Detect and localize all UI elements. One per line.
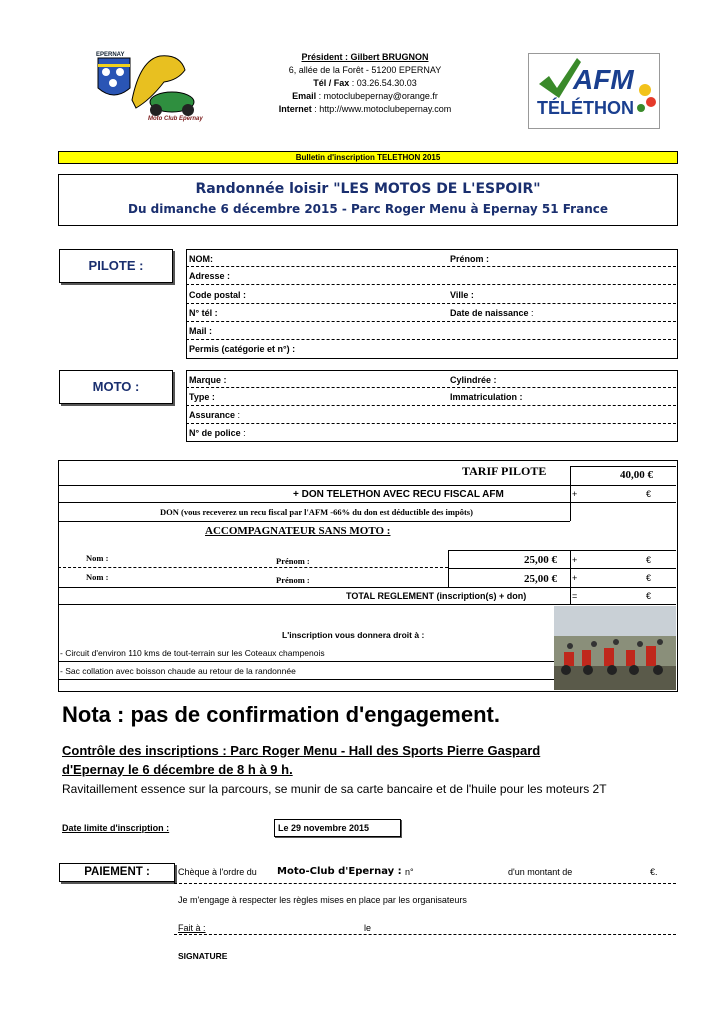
event-subtitle: Du dimanche 6 décembre 2015 - Parc Roger Menu à Epernay 51 France [127,202,608,216]
moto-immat-field[interactable]: Immatriculation : [450,392,523,402]
phone-line: Tél / Fax : 03.26.54.30.03 [313,78,417,88]
ravitaillement-text: Ravitaillement essence sur la parcours, se munir de sa carte bancaire et de l'huile pour les moteurs 2T [62,782,607,796]
accomp-1-euro[interactable]: € [646,555,652,565]
accomp-1-nom[interactable]: Nom : [86,553,109,563]
date-limite-value: Le 29 novembre 2015 [274,819,401,837]
moto-label: MOTO : [59,370,173,404]
accomp-1-prenom[interactable]: Prénom : [276,556,310,566]
header-contact [240,51,490,116]
don-label: + DON TELETHON AVEC RECU FISCAL AFM [293,489,504,500]
pilote-adresse-field[interactable]: Adresse : [189,271,231,281]
total-equals: = [572,591,578,601]
club-logo [90,50,205,130]
pilote-label: PILOTE : [59,249,173,283]
date-limite-label: Date limite d'inscription : [62,823,170,833]
paiement-label: PAIEMENT : [59,863,175,882]
accomp-2-plus: + [572,573,578,583]
moto-fields [186,370,678,442]
tarif-pilote-value: 40,00 € [620,469,653,481]
accomp-1-value: 25,00 € [524,554,557,566]
riders-photo [554,606,676,690]
pilote-naissance-field[interactable]: Date de naissance : [450,308,534,318]
total-label: TOTAL REGLEMENT (inscription(s) + don) [346,591,527,601]
droit-item-2: - Sac collation avec boisson chaude au retour de la randonnée [60,666,296,676]
accomp-1-plus: + [572,555,578,565]
email-line: Email : motoclubepernay@orange.fr [292,91,438,101]
telethon-text: TÉLÉTHON [537,98,634,118]
afm-telethon-logo [528,53,660,129]
afm-text: AFM [573,64,634,95]
controle-line-2: d'Epernay le 6 décembre de 8 h à 9 h. [62,762,293,777]
moto-cylindree-field[interactable]: Cylindrée : [450,375,497,385]
pilote-mail-field[interactable]: Mail : [189,326,213,336]
bulletin-banner: Bulletin d'inscription TELETHON 2015 [58,151,678,164]
don-note: DON (vous receverez un recu fiscal par l'AFM -66% du don est déductible des impôts) [160,507,473,517]
paiement-club: Moto-Club d'Epernay : [277,866,402,877]
signature-label: SIGNATURE [178,951,228,961]
accomp-2-nom[interactable]: Nom : [86,572,109,582]
paiement-numero[interactable]: n° [405,867,414,877]
pilote-nom-field[interactable]: NOM: [189,254,213,264]
paiement-euro: €. [650,867,658,877]
pilote-code-postal-field[interactable]: Code postal : [189,290,247,300]
don-euro[interactable]: € [646,489,652,499]
fait-a-field[interactable]: Fait à : [178,923,206,933]
event-title: Randonnée loisir "LES MOTOS DE L'ESPOIR" [195,181,541,197]
club-logo-caption: Moto Club Epernay [148,116,203,122]
internet-line: Internet : http://www.motoclubepernay.com [278,104,452,114]
moto-type-field[interactable]: Type : [189,392,215,402]
droit-item-1: - Circuit d'environ 110 kms de tout-terrain sur les Coteaux champenois [60,648,325,658]
address: 6, allée de la Forêt - 51200 EPERNAY [288,65,442,75]
le-field[interactable]: le [364,923,372,933]
paiement-montant[interactable]: d'un montant de [508,867,573,877]
pilote-ville-field[interactable]: Ville : [450,290,474,300]
total-euro[interactable]: € [646,591,652,601]
accomp-2-value: 25,00 € [524,573,557,585]
president: Président : Gilbert BRUGNON [301,52,429,62]
moto-police-field[interactable]: N° de police : [189,428,246,438]
pilote-tel-field[interactable]: N° tél : [189,308,218,318]
accomp-2-prenom[interactable]: Prénom : [276,575,310,585]
event-box [58,174,678,226]
pilote-prenom-field[interactable]: Prénom : [450,254,490,264]
droit-title: L'inscription vous donnera droit à : [282,630,425,640]
accompagnateur-label: ACCOMPAGNATEUR SANS MOTO : [205,525,391,537]
controle-line-1: Contrôle des inscriptions : Parc Roger Menu - Hall des Sports Pierre Gaspard [62,743,541,758]
moto-assurance-field[interactable]: Assurance : [189,410,241,420]
engagement-text: Je m'engage à respecter les règles mises en place par les organisateurs [178,895,467,905]
tarif-pilote-label: TARIF PILOTE [462,464,547,478]
paiement-cheque: Chèque à l'ordre du [178,867,257,877]
pilote-permis-field[interactable]: Permis (catégorie et n°) : [189,344,296,354]
club-logo-text: EPERNAY [96,52,125,58]
nota-heading: Nota : pas de confirmation d'engagement. [62,702,500,727]
don-plus: + [572,489,578,499]
accomp-2-euro[interactable]: € [646,573,652,583]
moto-marque-field[interactable]: Marque : [189,375,227,385]
